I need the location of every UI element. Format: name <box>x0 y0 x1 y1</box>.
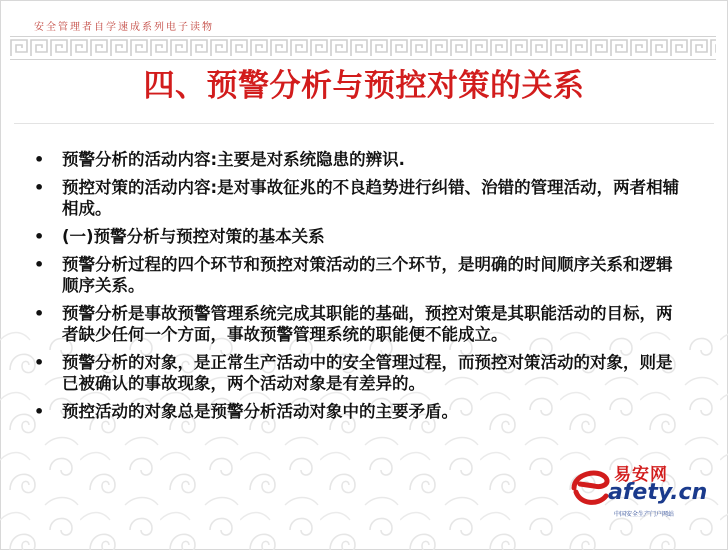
slide-title: 四、预警分析与预控对策的关系 <box>143 68 585 104</box>
bullet-marker: • <box>34 353 45 372</box>
logo-name-en: afety.cn <box>608 480 708 505</box>
bullet-marker: • <box>34 402 45 421</box>
bullet-marker: • <box>34 150 45 169</box>
bullet-marker: • <box>34 227 45 246</box>
bullet-item <box>34 401 684 422</box>
title-divider <box>14 123 714 124</box>
e-swirl-logo-icon <box>568 464 612 508</box>
esafety-logo <box>568 460 708 522</box>
bullet-item <box>34 226 684 247</box>
bullet-text: 预警分析是事故预警管理系统完成其职能的基础，预控对策是其职能活动的目标，两者缺少任何一个方面，事故预警管理系统的职能便不能成立。 <box>62 304 673 344</box>
bullet-text: 预警分析的活动内容:主要是对系统隐患的辨识. <box>62 150 405 169</box>
bullet-item <box>34 149 684 170</box>
bullet-marker: • <box>34 255 45 274</box>
bullet-text: 预控活动的对象总是预警分析活动对象中的主要矛盾。 <box>62 402 458 421</box>
bullet-list <box>34 149 684 429</box>
bullet-item <box>34 177 684 219</box>
bullet-item <box>34 352 684 394</box>
bullet-marker: • <box>34 304 45 323</box>
fret-border-top-line <box>10 36 716 37</box>
bullet-marker: • <box>34 178 45 197</box>
logo-name-cn: 易安网 <box>614 465 668 485</box>
bullet-item <box>34 254 684 296</box>
bullet-text: 预控对策的活动内容:是对事故征兆的不良趋势进行纠错、治错的管理活动，两者相辅相成。 <box>62 178 680 218</box>
bullet-item <box>34 303 684 345</box>
bullet-text: 预警分析的对象，是正常生产活动中的安全管理过程，而预控对策活动的对象，则是已被确认的事故现象，两个活动对象是有差异的。 <box>62 353 673 393</box>
logo-tagline: 中国安全生产门户网站 <box>614 511 675 518</box>
bullet-text: (一)预警分析与预控对策的基本关系 <box>62 227 325 246</box>
series-label: 安全管理者自学速成系列电子读物 <box>34 22 214 33</box>
bullet-text: 预警分析过程的四个环节和预控对策活动的三个环节，是明确的时间顺序关系和逻辑顺序关系。 <box>62 255 673 295</box>
fret-pattern-band <box>10 38 716 58</box>
